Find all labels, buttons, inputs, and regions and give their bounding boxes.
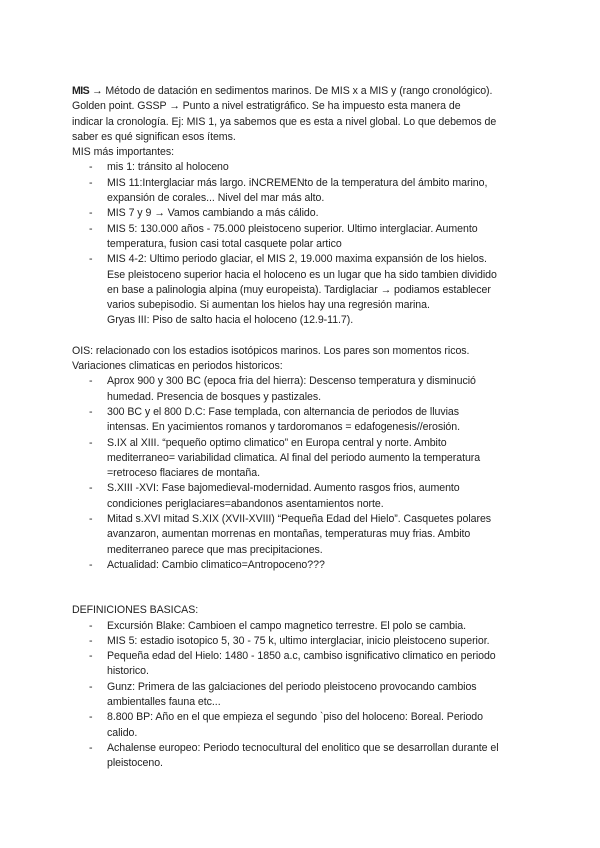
- definiciones-list: [72, 619, 542, 772]
- list-item: [72, 206, 542, 221]
- spacer: [72, 573, 542, 603]
- list-item-line: humedad. Presencia de bosques y pastizales.: [107, 390, 321, 403]
- list-item-line: intensas. En yacimientos romanos y tardoromanos = edafogenesis//erosión.: [107, 421, 460, 434]
- document-page: [72, 84, 542, 771]
- spacer: [72, 329, 542, 344]
- list-item-line: - 8.800 BP: Año en el que empieza el segundo `piso del holoceno: Boreal. Periodo: [107, 711, 483, 724]
- list-item-line: pleistoceno.: [107, 757, 163, 770]
- list-item-line: calido.: [107, 726, 138, 739]
- list-item-line: - S.XIII -XVI: Fase bajomedieval-modernidad. Aumento rasgos frios, aumento: [107, 482, 460, 495]
- list-item: [72, 436, 542, 482]
- list-item-line: expansión de corales... Nivel del mar más alto.: [107, 192, 325, 205]
- mis-intro-line-0: [72, 84, 542, 99]
- definiciones-heading: DEFINICIONES BASICAS:: [72, 604, 199, 617]
- list-item-line: - Excursión Blake: Cambioen el campo magnetico terrestre. El polo se cambia.: [107, 619, 467, 632]
- list-item-line: mediterraneo= variabilidad climatica. Al final del periodo aumento la temperatura: [107, 451, 481, 464]
- list-item-line: - mis 1: tránsito al holoceno: [107, 161, 229, 174]
- list-item-line: mediterraneo parece que mas precipitaciones.: [107, 543, 323, 556]
- list-item: [72, 176, 542, 207]
- list-item-line: en base a palinologia alpina (muy europeista). Tardiglaciar → podiamos establecer: [107, 283, 491, 296]
- list-item-line: avanzaron, aumentan morrenas en montañas, temperaturas muy frias. Ambito: [107, 528, 471, 541]
- list-item: [72, 374, 542, 405]
- list-item-line: - S.IX al XIII. “pequeño optimo climatico” en Europa central y norte. Ambito: [107, 436, 447, 449]
- list-item-line: historico.: [107, 665, 149, 678]
- list-item-line: varios subepisodio. Si aumentan los hielos hay una regresión marina.: [107, 299, 430, 312]
- mis-intro-line-2: indicar la cronología. Ej: MIS 1, ya sabemos que es esta a nivel global. Lo que debemos de: [72, 115, 497, 128]
- list-item-line: temperatura, fusion casi total casquete polar artico: [107, 237, 342, 250]
- list-item-line: - MIS 11:Interglaciar más largo. iNCREMENto de la temperatura del ámbito marino,: [107, 176, 488, 189]
- mis-intro-line-1: Golden point. GSSP → Punto a nivel estratigráfico. Se ha impuesto esta manera de: [72, 100, 461, 113]
- list-item-line: - MIS 7 y 9 → Vamos cambiando a más cálido.: [107, 207, 319, 220]
- list-item-line: ambientalles fauna etc...: [107, 695, 221, 708]
- list-item-line: - Gunz: Primera de las galciaciones del periodo pleistoceno provocando cambios: [107, 680, 477, 693]
- ois-line-0: OIS: relacionado con los estadios isotópicos marinos. Los pares son momentos ricos.: [72, 344, 470, 357]
- list-item: [72, 512, 542, 558]
- list-item-line: - Pequeña edad del Hielo: 1480 - 1850 a.c, cambiso isgnificativo climatico en periodo: [107, 650, 496, 663]
- mis-intro-line-3: saber es qué significan esos ítems.: [72, 130, 236, 143]
- mis-list: [72, 160, 542, 328]
- list-item: [72, 222, 542, 253]
- list-item: [72, 634, 542, 649]
- ois-list: [72, 374, 542, 573]
- list-item: [72, 405, 542, 436]
- mis-intro-text: → Método de datación en sedimentos marinos. De MIS x a MIS y (rango cronológico).: [89, 85, 493, 97]
- list-item: [72, 619, 542, 634]
- list-item-line: - MIS 4-2: Ultimo periodo glaciar, el MIS 2, 19.000 maxima expansión de los hielos.: [107, 253, 487, 266]
- list-item: [72, 741, 542, 772]
- list-item: [72, 160, 542, 175]
- list-item: [72, 558, 542, 573]
- list-item-line: Gryas III: Piso de salto hacia el holoceno (12.9-11.7).: [107, 314, 354, 327]
- list-item-line: - Achalense europeo: Periodo tecnocultural del enolitico que se desarrollan durante el: [107, 741, 499, 754]
- list-item-line: - MIS 5: 130.000 años - 75.000 pleistoceno superior. Ultimo interglaciar. Aumento: [107, 222, 478, 235]
- list-item-line: - Mitad s.XVI mitad S.XIX (XVII-XVIII) “Pequeña Edad del Hielo”. Casquetes polares: [107, 513, 492, 526]
- mis-bold-term: MIS: [72, 85, 90, 97]
- list-item-line: =retroceso flaciares de montaña.: [107, 467, 260, 480]
- list-item-line: - Aprox 900 y 300 BC (epoca fria del hierra): Descenso temperatura y disminució: [107, 375, 476, 388]
- list-item: [72, 680, 542, 711]
- list-item: [72, 481, 542, 512]
- mis-heading: MIS más importantes:: [72, 146, 175, 159]
- list-item: [72, 649, 542, 680]
- ois-line-1: Variaciones climaticas en periodos historicos:: [72, 360, 283, 373]
- list-item-line: Ese pleistoceno superior hacia el holoceno es un lugar que ha sido tambien dividido: [107, 268, 497, 281]
- list-item: [72, 252, 542, 328]
- list-item-line: - 300 BC y el 800 D.C: Fase templada, con alternancia de periodos de lluvias: [107, 405, 459, 418]
- list-item-line: - MIS 5: estadio isotopico 5, 30 - 75 k, ultimo interglaciar, inicio pleistoceno superior.: [107, 634, 490, 647]
- list-item-line: - Actualidad: Cambio climatico=Antropoceno???: [107, 558, 325, 571]
- list-item: [72, 710, 542, 741]
- list-item-line: condiciones periglaciares=abandonos asentamientos norte.: [107, 497, 384, 510]
